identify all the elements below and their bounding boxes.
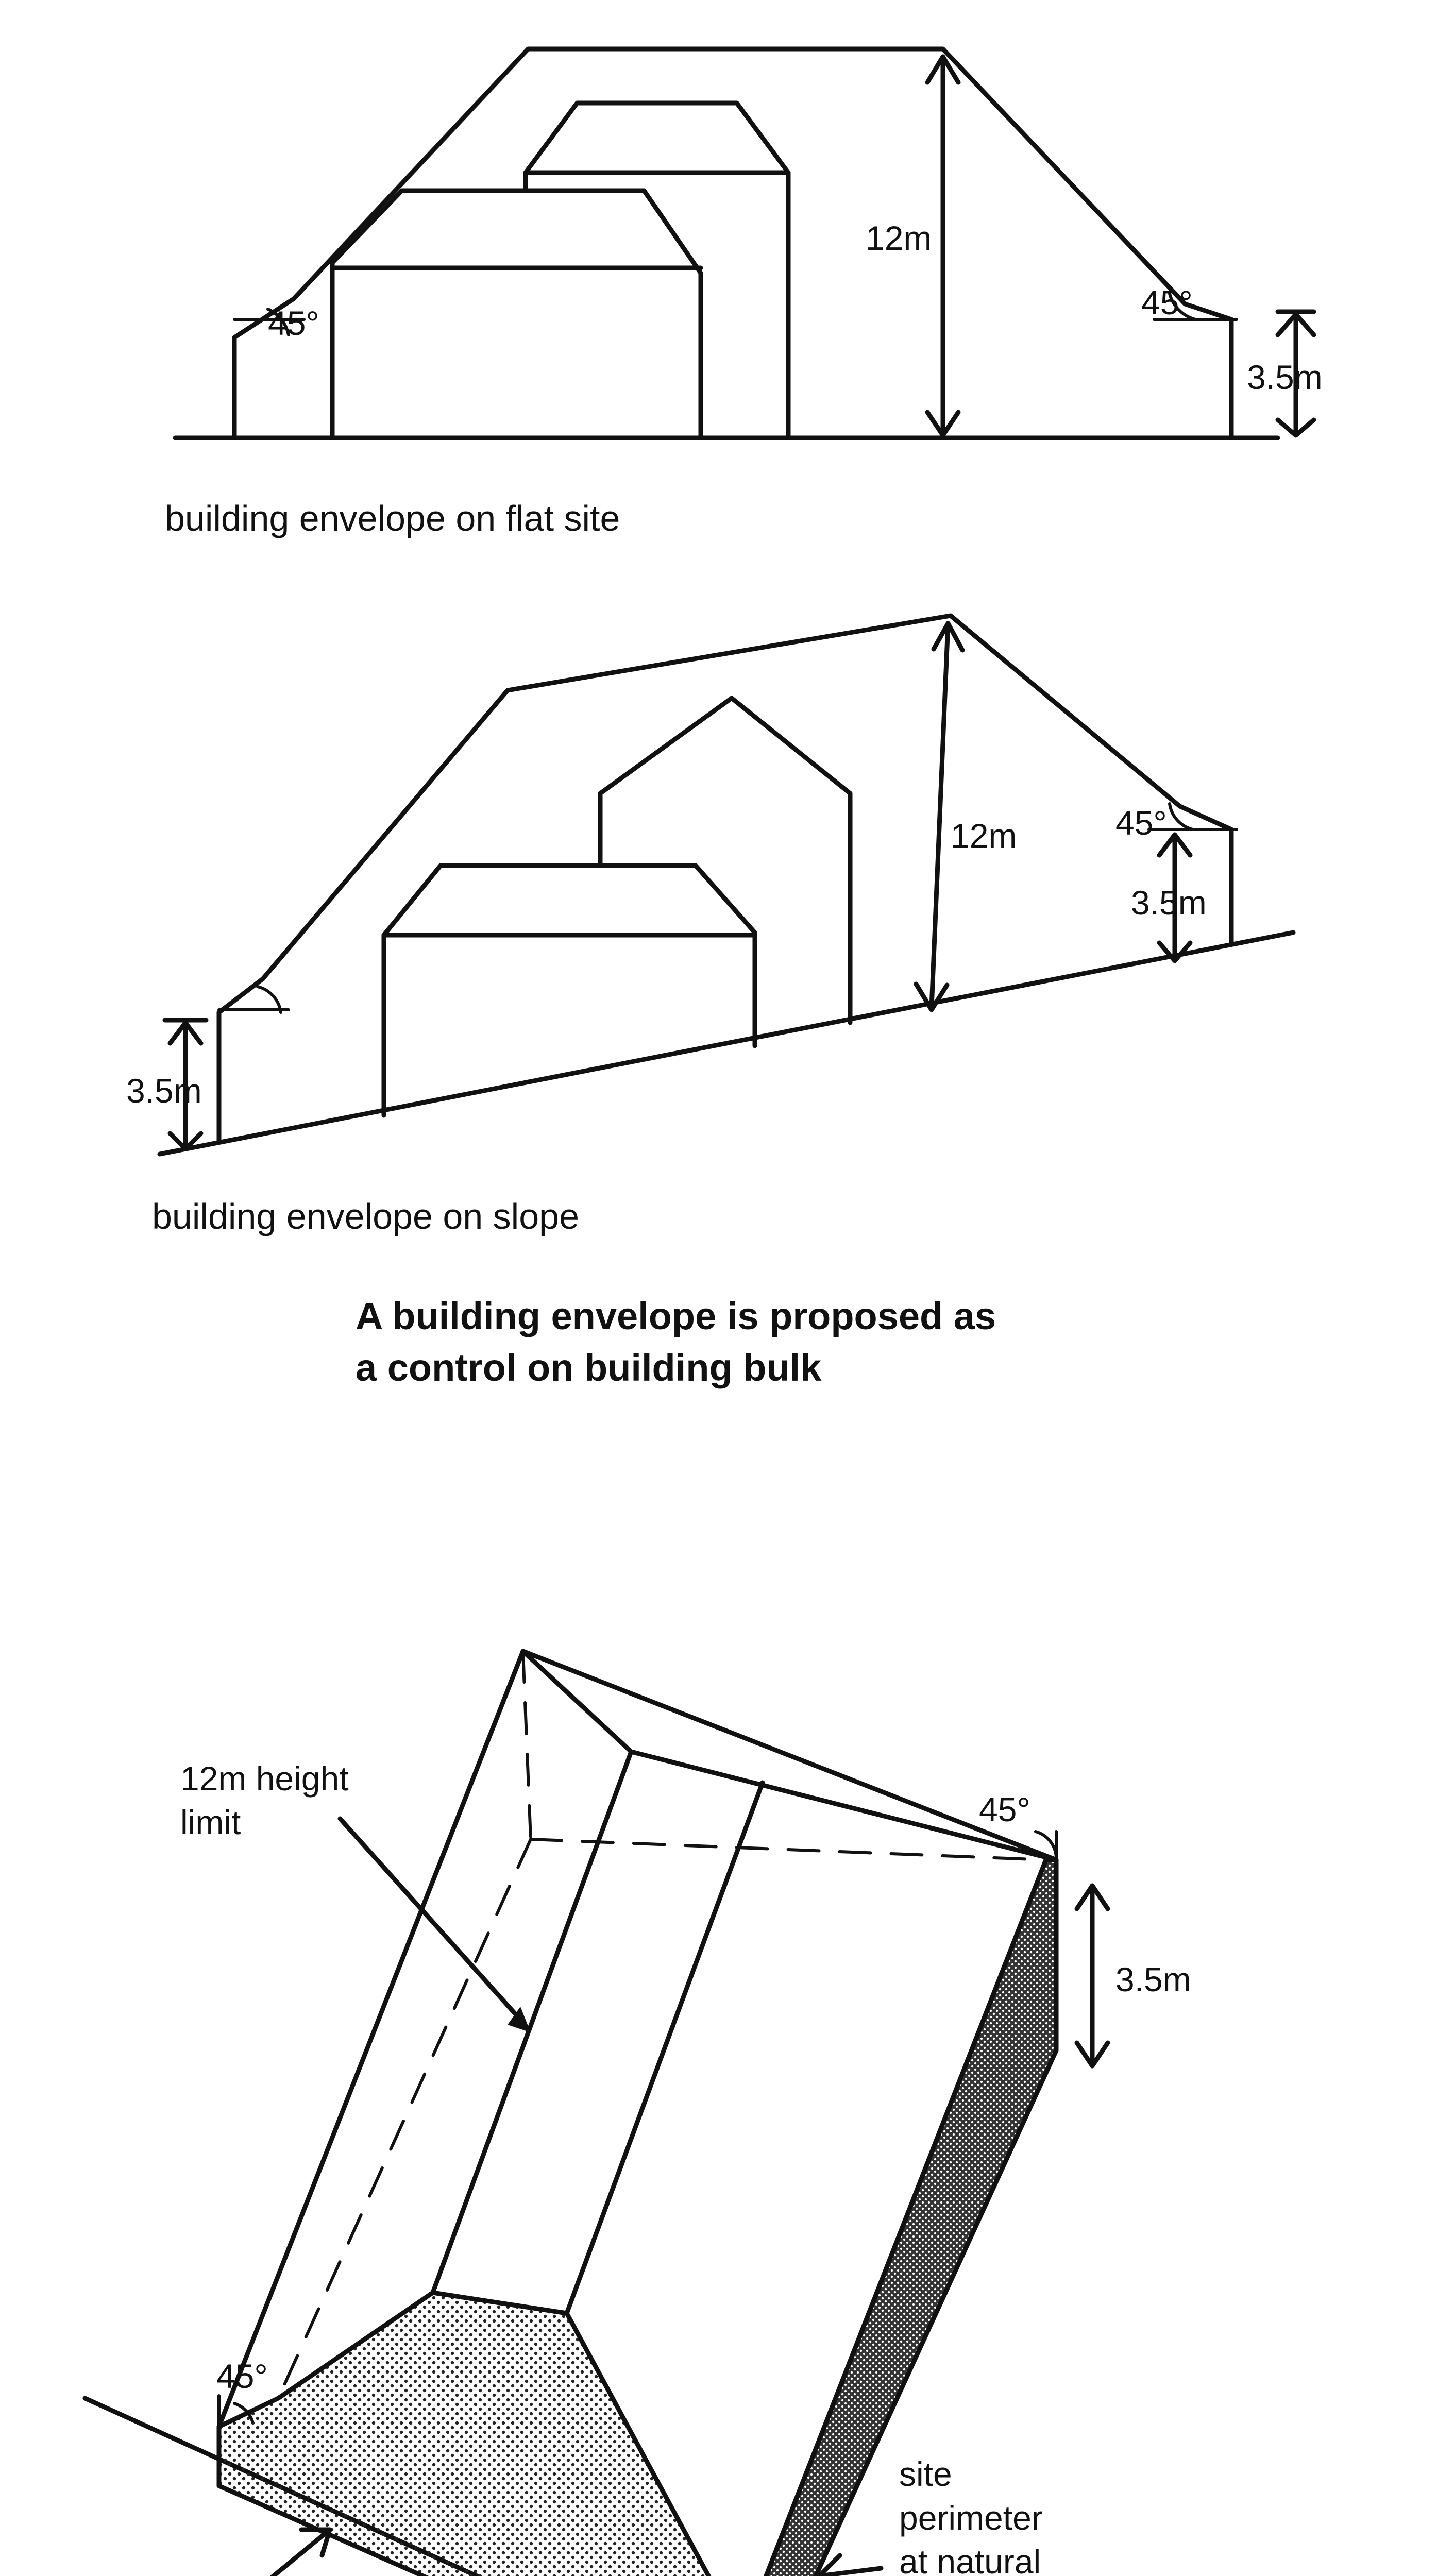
height-limit-label-1: 12m height xyxy=(180,1759,349,1798)
perspective-angle-left: 45° xyxy=(216,2357,268,2395)
statement-line-2: a control on building bulk xyxy=(356,1346,822,1389)
house-back xyxy=(600,698,850,1023)
flat-height-label: 12m xyxy=(866,219,932,257)
house-front xyxy=(332,191,701,438)
street-arrow xyxy=(242,2530,330,2576)
front-face xyxy=(219,2293,750,2576)
flat-site-section xyxy=(165,49,1323,538)
statement-line-1: A building envelope is proposed as xyxy=(356,1295,996,1337)
slope-section xyxy=(126,616,1293,1236)
envelope-outline xyxy=(219,616,1231,1141)
house-front xyxy=(384,866,755,1115)
envelope-edge-2 xyxy=(567,1783,763,2313)
slope-side-height-right: 3.5m xyxy=(1131,884,1207,922)
slope-height-label: 12m xyxy=(951,817,1017,855)
hidden-edge-back xyxy=(531,1839,1046,1860)
perspective-envelope xyxy=(85,1651,1191,2576)
slope-caption: building envelope on slope xyxy=(152,1196,579,1236)
height-limit-arrow xyxy=(340,1819,520,2020)
envelope-edge-3 xyxy=(742,1860,1046,2576)
statement xyxy=(356,1295,996,1389)
perspective-angle-top: 45° xyxy=(979,1790,1030,1828)
envelope-outline xyxy=(234,49,1231,438)
perimeter-label-3: at natural xyxy=(899,2543,1041,2576)
hidden-edge-vertical xyxy=(523,1651,531,1839)
flat-angle-left: 45° xyxy=(268,304,319,342)
perimeter-label-2: perimeter xyxy=(899,2499,1043,2537)
house-back xyxy=(526,103,788,438)
slope-angle-right: 45° xyxy=(1115,804,1167,842)
sloped-ground xyxy=(160,933,1293,1154)
perspective-side-height: 3.5m xyxy=(1115,1960,1191,1998)
flat-caption: building envelope on flat site xyxy=(165,498,620,538)
flat-side-height: 3.5m xyxy=(1247,358,1323,396)
height-limit-label-2: limit xyxy=(180,1803,241,1841)
envelope-edge-1 xyxy=(433,1752,631,2293)
perimeter-label-1: site xyxy=(899,2455,952,2493)
height-dimension-line xyxy=(932,623,948,1007)
flat-angle-right: 45° xyxy=(1141,283,1193,321)
slope-side-height-left: 3.5m xyxy=(126,1072,202,1110)
